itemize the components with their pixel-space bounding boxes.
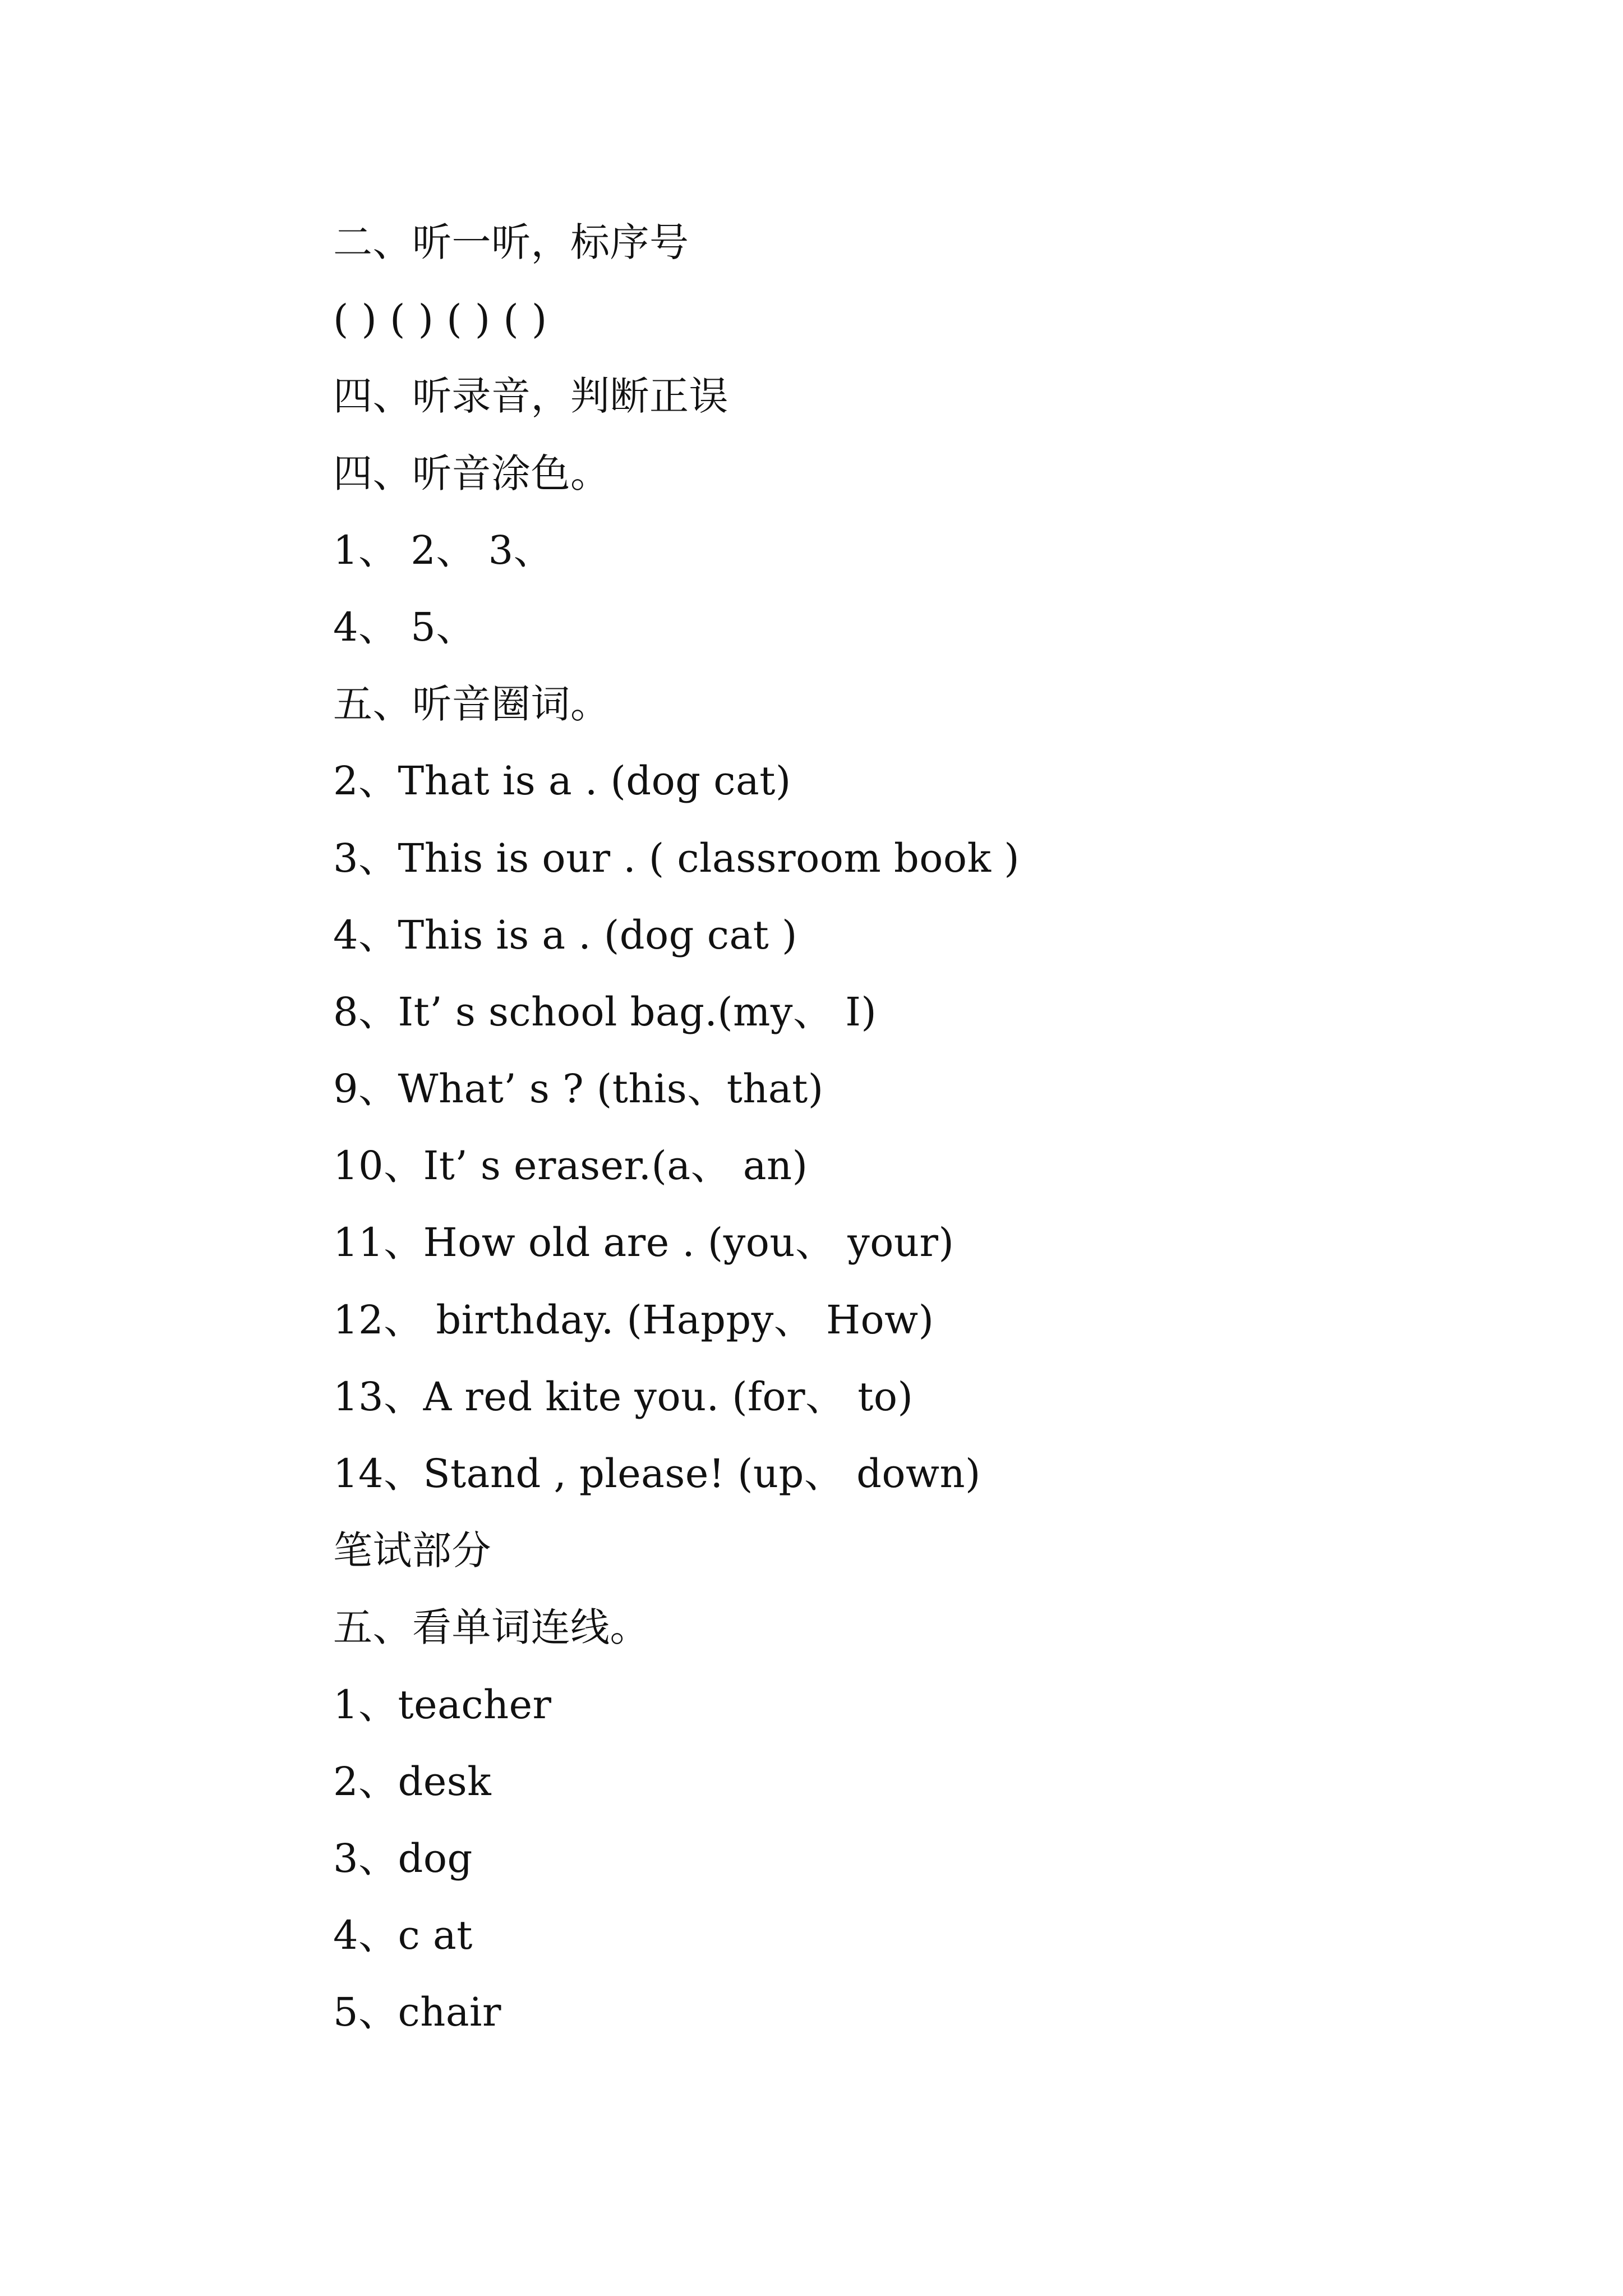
- question-item: 13、A red kite you. (for、 to): [333, 1373, 914, 1420]
- section-heading-true-false: 四、听录音，判断正误: [333, 373, 728, 420]
- color-items-row-1: 1、 2、 3、: [333, 527, 554, 573]
- question-item: 14、Stand , please! (up、 down): [333, 1451, 981, 1497]
- word-item: 3、dog: [333, 1835, 473, 1881]
- answer-brackets: ( ) ( ) ( ) ( ): [333, 296, 547, 343]
- question-item: 8、It’ s school bag.(my、 I): [333, 988, 877, 1035]
- section-heading-written: 笔试部分: [333, 1527, 491, 1574]
- word-item: 4、c at: [333, 1912, 473, 1959]
- document-body: [333, 209, 1455, 2056]
- word-item: 2、desk: [333, 1758, 492, 1805]
- question-item: 12、 birthday. (Happy、 How): [333, 1296, 934, 1343]
- question-item: 11、How old are . (you、 your): [333, 1220, 955, 1266]
- question-item: 2、That is a . (dog cat): [333, 758, 791, 804]
- section-heading-match-words: 五、看单词连线。: [333, 1604, 649, 1651]
- question-item: 10、It’ s eraser.(a、 an): [333, 1143, 808, 1189]
- section-heading-listen-number: 二、听一听，标序号: [333, 219, 689, 265]
- word-item: 1、teacher: [333, 1681, 552, 1728]
- question-item: 4、This is a . (dog cat ): [333, 912, 797, 958]
- section-heading-color: 四、听音涂色。: [333, 450, 610, 496]
- question-item: 3、This is our . ( classroom book ): [333, 835, 1020, 881]
- question-item: 9、What’ s ? (this、that): [333, 1066, 824, 1112]
- section-heading-circle-words: 五、听音圈词。: [333, 681, 610, 728]
- word-item: 5、chair: [333, 1989, 501, 2036]
- color-items-row-2: 4、 5、: [333, 604, 476, 650]
